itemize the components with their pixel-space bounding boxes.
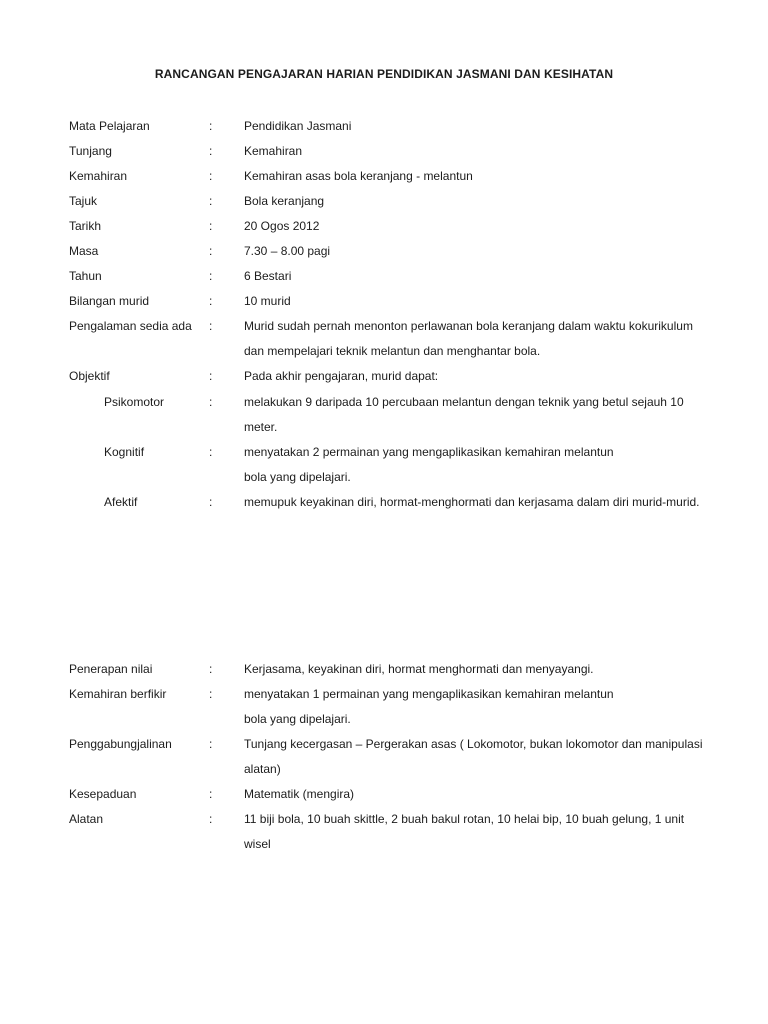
field-colon: : xyxy=(209,737,213,751)
field-colon: : xyxy=(209,662,213,676)
field-label: Penerapan nilai xyxy=(69,662,153,676)
field-label: Bilangan murid xyxy=(69,294,150,308)
field-value xyxy=(244,114,704,139)
field-value-line: Kerjasama, keyakinan diri, hormat menghormati dan menyayangi. xyxy=(244,662,594,676)
field-value-line: Pendidikan Jasmani xyxy=(244,119,352,133)
field-label: Kemahiran xyxy=(69,169,128,183)
field-value-line: wisel xyxy=(244,837,271,851)
field-colon: : xyxy=(209,144,213,158)
field-value xyxy=(244,732,704,782)
field-value-line: melakukan 9 daripada 10 percubaan melantun dengan teknik yang betul sejauh 10 xyxy=(244,395,684,409)
field-value xyxy=(244,139,704,164)
field-label: Mata Pelajaran xyxy=(69,119,150,133)
field-colon: : xyxy=(209,119,213,133)
field-value xyxy=(244,314,704,364)
field-value-line: Kemahiran xyxy=(244,144,303,158)
field-value-line: 11 biji bola, 10 buah skittle, 2 buah bakul rotan, 10 helai bip, 10 buah gelung, 1 unit xyxy=(244,812,685,826)
field-colon: : xyxy=(209,219,213,233)
field-value xyxy=(244,782,704,807)
field-colon: : xyxy=(209,269,213,283)
field-value xyxy=(244,490,704,515)
field-colon: : xyxy=(209,369,213,383)
field-value-line: Murid sudah pernah menonton perlawanan bola keranjang dalam waktu kokurikulum xyxy=(244,319,693,333)
field-label: Kognitif xyxy=(104,445,145,459)
field-value-line: 6 Bestari xyxy=(244,269,292,283)
field-value xyxy=(244,364,704,389)
field-value-line: meter. xyxy=(244,420,278,434)
field-colon: : xyxy=(209,244,213,258)
field-value xyxy=(244,390,704,440)
field-colon: : xyxy=(209,687,213,701)
field-colon: : xyxy=(209,445,213,459)
field-label: Tunjang xyxy=(69,144,112,158)
field-value xyxy=(244,657,704,682)
document-title: RANCANGAN PENGAJARAN HARIAN PENDIDIKAN JASMANI DAN KESIHATAN xyxy=(154,67,614,81)
field-label: Penggabungjalinan xyxy=(69,737,172,751)
field-value-line: Bola keranjang xyxy=(244,194,325,208)
field-colon: : xyxy=(209,169,213,183)
field-value-line: Pada akhir pengajaran, murid dapat: xyxy=(244,369,439,383)
field-value-line: 7.30 – 8.00 pagi xyxy=(244,244,331,258)
field-label: Tajuk xyxy=(69,194,98,208)
field-label: Objektif xyxy=(69,369,110,383)
field-label: Tahun xyxy=(69,269,102,283)
field-value-line: memupuk keyakinan diri, hormat-menghormati dan kerjasama dalam diri murid-murid. xyxy=(244,495,700,509)
field-value xyxy=(244,682,704,732)
field-colon: : xyxy=(209,319,213,333)
field-label: Masa xyxy=(69,244,99,258)
field-value xyxy=(244,214,704,239)
field-label: Pengalaman sedia ada xyxy=(69,319,192,333)
field-value-line: dan mempelajari teknik melantun dan menghantar bola. xyxy=(244,344,541,358)
field-value xyxy=(244,440,704,490)
field-colon: : xyxy=(209,787,213,801)
field-colon: : xyxy=(209,395,213,409)
field-value xyxy=(244,289,704,314)
field-label: Kemahiran berfikir xyxy=(69,687,167,701)
field-value-line: Tunjang kecergasan – Pergerakan asas ( Lokomotor, bukan lokomotor dan manipulasi xyxy=(244,737,703,751)
field-label: Afektif xyxy=(104,495,138,509)
field-value xyxy=(244,264,704,289)
field-colon: : xyxy=(209,194,213,208)
field-value-line: alatan) xyxy=(244,762,281,776)
field-label: Kesepaduan xyxy=(69,787,137,801)
field-label: Psikomotor xyxy=(104,395,165,409)
field-value-line: menyatakan 2 permainan yang mengaplikasikan kemahiran melantun xyxy=(244,445,614,459)
field-label: Alatan xyxy=(69,812,104,826)
field-value-line: 20 Ogos 2012 xyxy=(244,219,320,233)
field-value-line: Matematik (mengira) xyxy=(244,787,355,801)
field-value-line: menyatakan 1 permainan yang mengaplikasikan kemahiran melantun xyxy=(244,687,614,701)
field-value-line: bola yang dipelajari. xyxy=(244,712,351,726)
field-value-line: bola yang dipelajari. xyxy=(244,470,351,484)
field-colon: : xyxy=(209,495,213,509)
field-value xyxy=(244,807,704,857)
field-value-line: 10 murid xyxy=(244,294,291,308)
field-value xyxy=(244,164,704,189)
field-value xyxy=(244,239,704,264)
field-value xyxy=(244,189,704,214)
field-label: Tarikh xyxy=(69,219,102,233)
field-colon: : xyxy=(209,812,213,826)
field-value-line: Kemahiran asas bola keranjang - melantun xyxy=(244,169,473,183)
field-colon: : xyxy=(209,294,213,308)
